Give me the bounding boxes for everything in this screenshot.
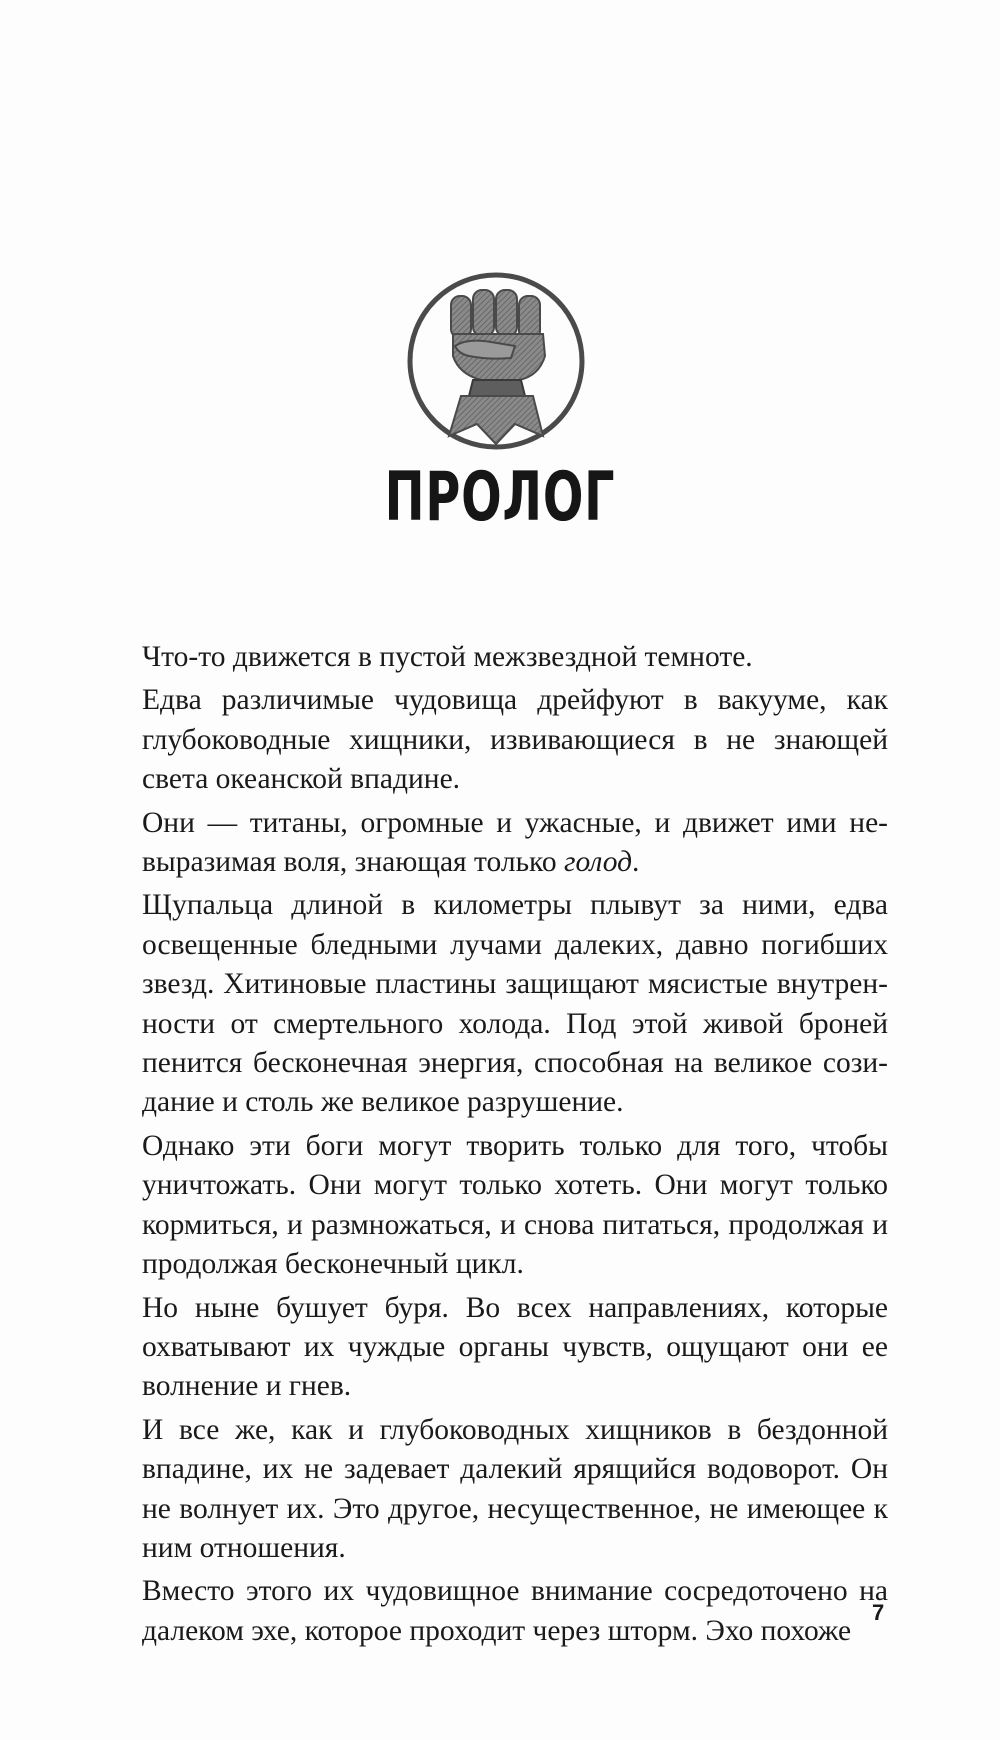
- page-number: 7: [872, 1600, 885, 1625]
- paragraph: Они — титаны, огромные и ужасные, и движет ими невыразимая воля, знающая только голод.: [142, 806, 888, 879]
- chapter-body-text: [142, 638, 888, 1651]
- paragraph: И все же, как и глубоководных хищников в бездонной впадине, их не задевает далекий ярящийся водоворот. Он не волнует их. Это другое, несущественное, не имеющее к ним отношения.: [142, 1413, 888, 1564]
- paragraph: Едва различимые чудовища дрейфуют в вакууме, как глубоководные хищники, извивающиеся в не знающей света океанской впадине.: [142, 684, 888, 796]
- paragraph: Щупальца длиной в километры плывут за ними, едва освещенные бледными лучами далеких, давно погибших звезд. Хитиновые пластины защищают мясистые внутренности от смертельного холода. Под этой живой броней пенится бесконечная энергия, способная на великое созидание и столь же великое разрушение.: [142, 889, 888, 1119]
- paragraph: Что-то движется в пустой межзвездной темноте.: [142, 641, 753, 673]
- paragraph: Вместо этого их чудовищное внимание сосредоточено на далеком эхе, которое проходит через шторм. Эхо похоже: [142, 1575, 888, 1647]
- paragraph: Но ныне бушует буря. Во всех направлениях, которые охватывают их чуждые органы чувств, ощущают они ее волнение и гнев.: [142, 1291, 888, 1403]
- paragraph: Однако эти боги могут творить только для того, чтобы уничтожать. Они могут только хотеть. Они могут только кормиться, и размножаться, и снова питаться, продолжая и продолжая бесконечный цикл.: [142, 1129, 888, 1281]
- emphasis-word: голод: [564, 846, 633, 879]
- fist-emblem-icon: [403, 268, 589, 454]
- chapter-title: ПРОЛОГ: [384, 458, 616, 537]
